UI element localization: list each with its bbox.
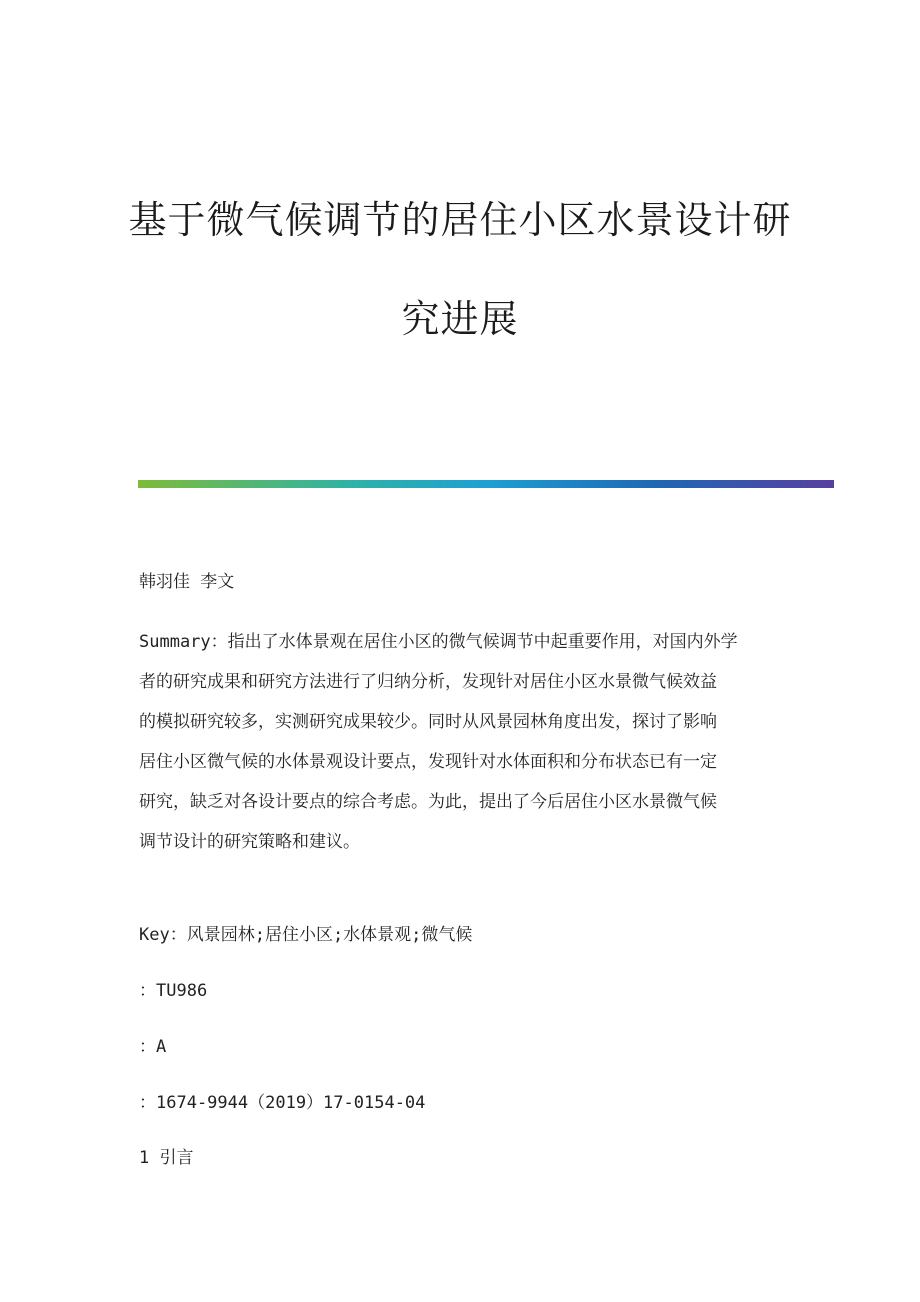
gradient-divider [138, 480, 834, 488]
section-heading: 1 引言 [139, 1148, 194, 1168]
document-code: ：A [139, 1037, 167, 1057]
summary-line: 研究，缺乏对各设计要点的综合考虑。为此，提出了今后居住小区水景微气候 [139, 792, 717, 812]
summary-line: Summary：指出了水体景观在居住小区的微气候调节中起重要作用，对国内外学 [139, 632, 738, 652]
authors: 韩羽佳 李文 [139, 572, 235, 592]
summary-line: 居住小区微气候的水体景观设计要点，发现针对水体面积和分布状态已有一定 [139, 752, 717, 772]
title-line-1: 基于微气候调节的居住小区水景设计研 [128, 198, 792, 242]
title-line-2: 究进展 [401, 297, 519, 341]
classification-number: ：TU986 [139, 981, 208, 1001]
summary-line: 调节设计的研究策略和建议。 [139, 832, 360, 852]
summary-line: 的模拟研究较多，实测研究成果较少。同时从风景园林角度出发，探讨了影响 [139, 712, 717, 732]
article-number: ：1674-9944（2019）17-0154-04 [139, 1093, 426, 1113]
keywords: Key：风景园林;居住小区;水体景观;微气候 [139, 925, 473, 945]
summary-line: 者的研究成果和研究方法进行了归纳分析，发现针对居住小区水景微气候效益 [139, 672, 717, 692]
summary-paragraph [139, 622, 779, 862]
